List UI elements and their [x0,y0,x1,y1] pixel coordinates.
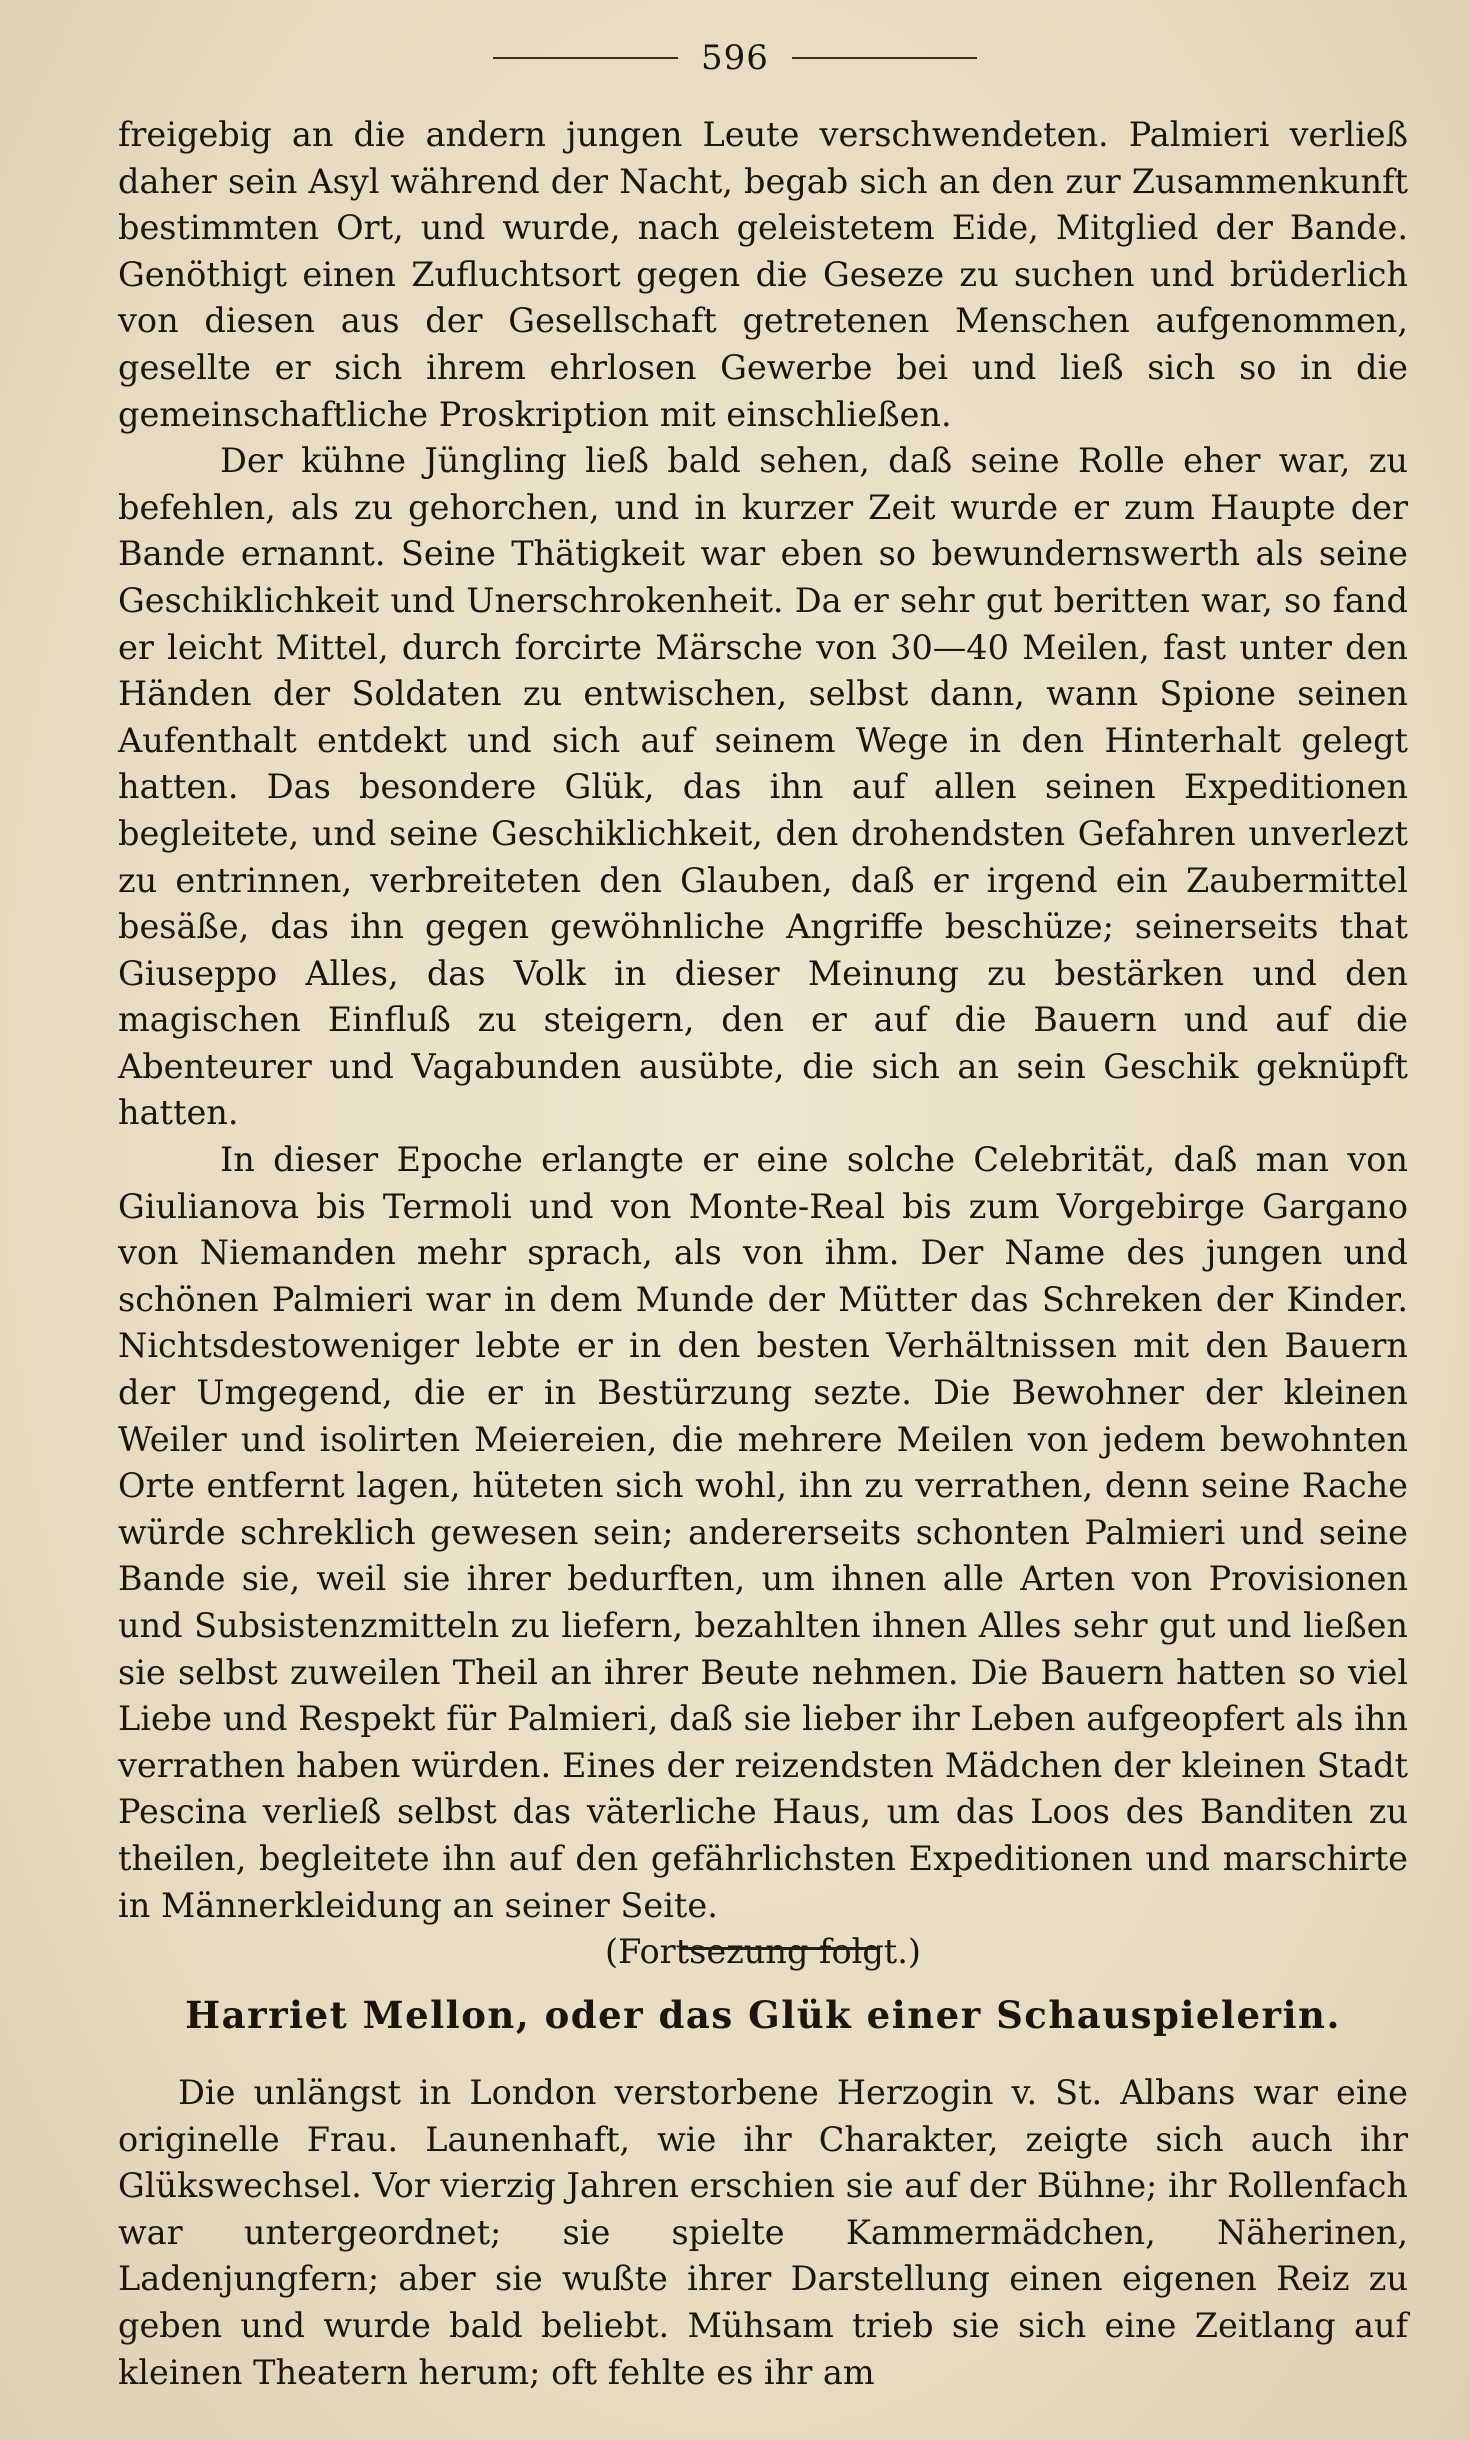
article-paragraph: Die unlängst in London verstorbene Herzogin v. St. Albans war eine originelle Frau. Launenhaft, wie ihr Charakter, zeigte sich auch ihr Glükswechsel. Vor vierzig Jahren erschien sie auf der Bühne; ihr Rollenfach war untergeordnet; sie spielte Kammermädchen, Näherinen, Ladenjungfern; aber sie wußte ihrer Darstellung einen eigenen Reiz zu geben und wurde bald beliebt. Mühsam trieb sie sich eine Zeitlang auf kleinen Theatern herum; oft fehlte es ihr am [118,2073,1408,2392]
main-text [118,112,1408,1976]
page-number: 596 [701,38,769,78]
article-body [118,2070,1408,2396]
paragraph-3: In dieser Epoche erlangte er eine solche Celebrität, daß man von Giulianova bis Termoli und von Monte-Real bis zum Vorgebirge Gargano von Niemanden mehr sprach, als von ihm. Der Name des jungen und schönen Palmieri war in dem Munde der Mütter das Schreken der Kinder. Nichtsdestoweniger lebte er in den besten Verhältnissen mit den Bauern der Umgegend, die er in Bestürzung sezte. Die Bewohner der kleinen Weiler und isolirten Meiereien, die mehrere Meilen von jedem bewohnten Orte entfernt lagen, hüteten sich wohl, ihn zu verrathen, denn seine Rache würde schreklich gewesen sein; andererseits schonten Palmieri und seine Bande sie, weil sie ihrer bedurften, um ihnen alle Arten von Provisionen und Subsistenzmitteln zu liefern, bezahlten ihnen Alles sehr gut und ließen sie selbst zuweilen Theil an ihrer Beute nehmen. Die Bauern hatten so viel Liebe und Respekt für Palmieri, daß sie lieber ihr Leben aufgeopfert als ihn verrathen haben würden. Eines der reizendsten Mädchen der kleinen Stadt Pescina verließ selbst das väterliche Haus, um das Loos des Banditen zu theilen, begleitete ihn auf den gefährlichsten Expeditionen und marschirte in Männerkleidung an seiner Seite. [118,1140,1408,1925]
paragraph-1: freigebig an die andern jungen Leute verschwendeten. Palmieri verließ daher sein Asyl während der Nacht, begab sich an den zur Zusammenkunft bestimmten Ort, und wurde, nach geleistetem Eide, Mitglied der Bande. Genöthigt einen Zufluchtsort gegen die Geseze zu suchen und brüderlich von diesen aus der Gesellschaft getretenen Menschen aufgenommen, gesellte er sich ihrem ehrlosen Gewerbe bei und ließ sich so in die gemeinschaftliche Proskription mit einschließen. [118,115,1408,434]
header-rule-left [493,57,678,59]
section-divider [682,1947,878,1950]
continuation-note: (Fortsezung folgt.) [605,1932,921,1972]
header-rule-right [792,57,977,59]
article-title: Harriet Mellon, oder das Glük einer Schauspielerin. [185,1993,1341,2037]
page-header [0,38,1470,78]
paragraph-2: Der kühne Jüngling ließ bald sehen, daß seine Rolle eher war, zu befehlen, als zu gehorchen, und in kurzer Zeit wurde er zum Haupte der Bande ernannt. Seine Thätigkeit war eben so bewundernswerth als seine Geschiklichkeit und Unerschrokenheit. Da er sehr gut beritten war, so fand er leicht Mittel, durch forcirte Märsche von 30—40 Meilen, fast unter den Händen der Soldaten zu entwischen, selbst dann, wann Spione seinen Aufenthalt entdekt und sich auf seinem Wege in den Hinterhalt gelegt hatten. Das besondere Glük, das ihn auf allen seinen Expeditionen begleitete, und seine Geschiklichkeit, den drohendsten Gefahren unverlezt zu entrinnen, verbreiteten den Glauben, daß er irgend ein Zaubermittel besäße, das ihn gegen gewöhnliche Angriffe beschüze; seinerseits that Giuseppo Alles, das Volk in dieser Meinung zu bestärken und den magischen Einfluß zu steigern, den er auf die Bauern und auf die Abenteurer und Vagabunden ausübte, die sich an sein Geschik geknüpft hatten. [118,441,1408,1133]
